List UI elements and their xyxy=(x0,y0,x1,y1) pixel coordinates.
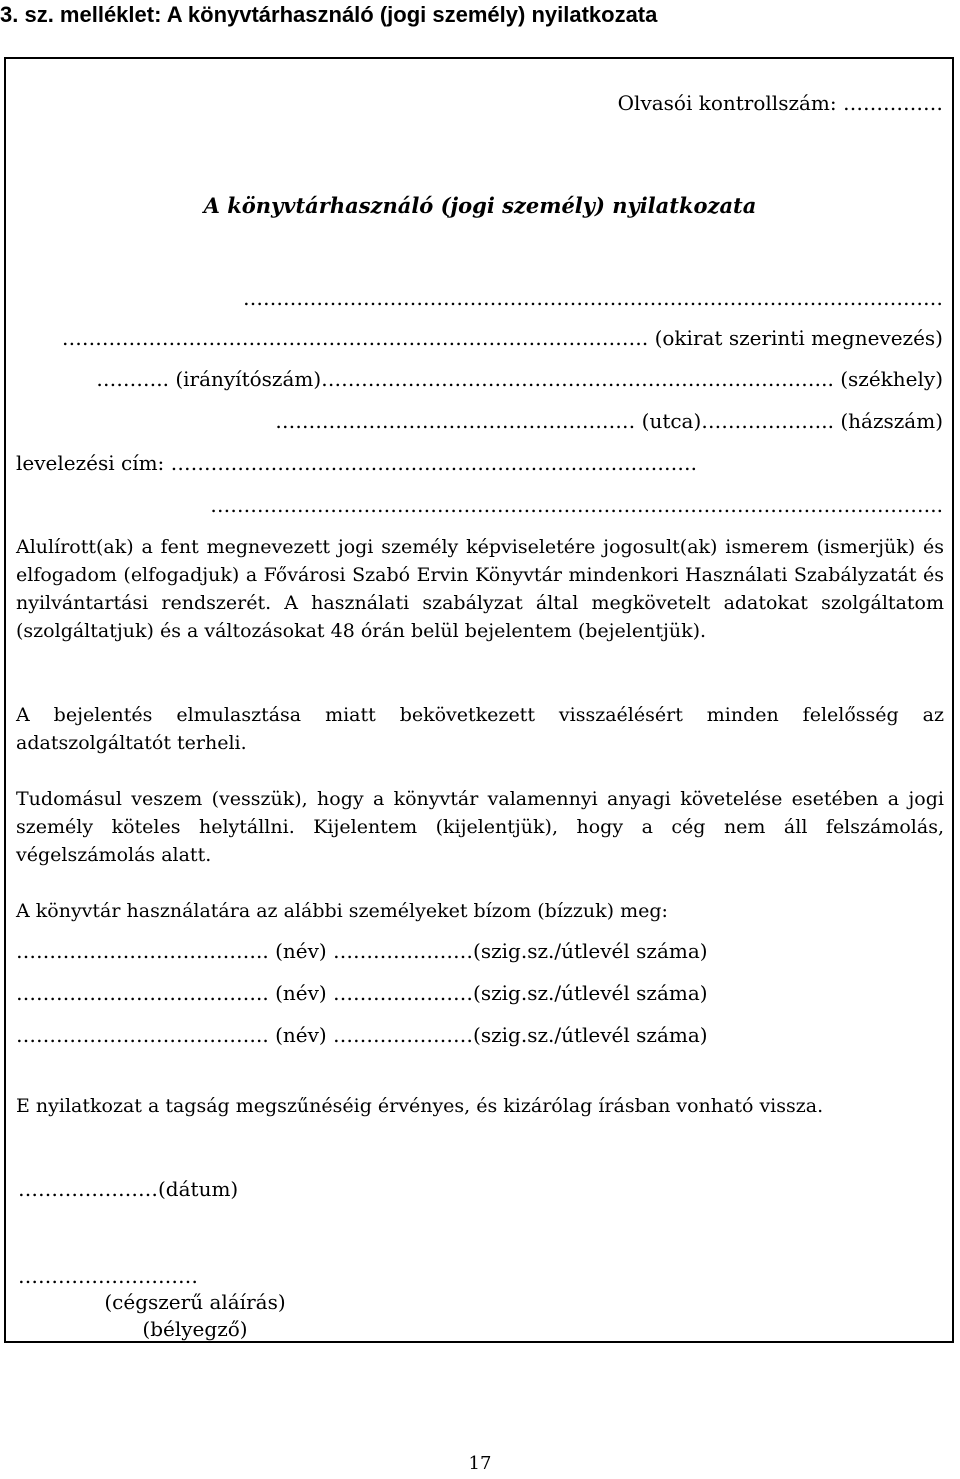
authorized-person-line: ……………………………….. (név) …………………(szig.sz./útlevél száma) xyxy=(16,1023,708,1047)
official-name-line: ……………………………………………………………………………. (okirat szerinti megnevezés) xyxy=(61,326,943,350)
validity-statement: E nyilatkozat a tagság megszűnéséig érvényes, és kizárólag írásban vonható vissza. xyxy=(16,1095,824,1117)
street-housenumber-line: ……………………………………………… (utca)……………….. (házszám) xyxy=(275,409,943,433)
liability-paragraph: A bejelentés elmulasztása miatt bekövetkezett visszaélésért minden felelősség az adatszolgáltatót terheli. xyxy=(16,704,944,754)
acceptance-paragraph: Alulírott(ak) a fent megnevezett jogi személy képviseletére jogosult(ak) ismerem (ismerjük) és elfogadom (elfogadjuk) a Fővárosi Szabó Ervin Könyvtár mindenkori Használati Szabályzatát és nyilvántartási rendszerét. A használati szabályzat által megkövetelt adatokat szolgáltatom (szolgáltatjuk) és a változásokat 48 órán belül bejelentem (bejelentjük). xyxy=(16,536,944,642)
page-number: 17 xyxy=(468,1453,492,1474)
address-continuation-line: ……………………………………………………………………………………………….. xyxy=(210,493,943,517)
form-title: A könyvtárhasználó (jogi személy) nyilatkozata xyxy=(203,193,757,218)
signature-label: (cégszerű aláírás) xyxy=(104,1290,286,1314)
authorization-intro: A könyvtár használatára az alábbi személyeket bízom (bízzuk) meg: xyxy=(16,900,668,922)
postcode-seat-line: ……….. (irányítószám)………………………………………………………………….. (székhely) xyxy=(96,367,943,391)
obligation-paragraph: Tudomásul veszem (vesszük), hogy a könyvtár valamennyi anyagi követelése esetében a jogi személy köteles helytállni. Kijelentem (kijelentjük), hogy a cég nem áll felszámolás, végelszámolás alatt. xyxy=(16,788,944,866)
appendix-heading: 3. sz. melléklet: A könyvtárhasználó (jogi személy) nyilatkozata xyxy=(0,2,658,27)
signature-dots: ……………………… xyxy=(18,1264,198,1288)
stamp-label: (bélyegző) xyxy=(142,1317,248,1341)
authorized-person-line: ……………………………….. (név) …………………(szig.sz./útlevél száma) xyxy=(16,981,708,1005)
date-field: …………………(dátum) xyxy=(18,1177,239,1201)
control-number-field: Olvasói kontrollszám: …………… xyxy=(617,91,943,115)
declaration-form-frame xyxy=(4,57,954,1343)
mailing-address-line: levelezési cím: ……………………………………………………………………. xyxy=(16,451,698,475)
address-line-1: …………………………………………………………………………………………… xyxy=(243,286,943,310)
authorized-person-line: ……………………………….. (név) …………………(szig.sz./útlevél száma) xyxy=(16,939,708,963)
